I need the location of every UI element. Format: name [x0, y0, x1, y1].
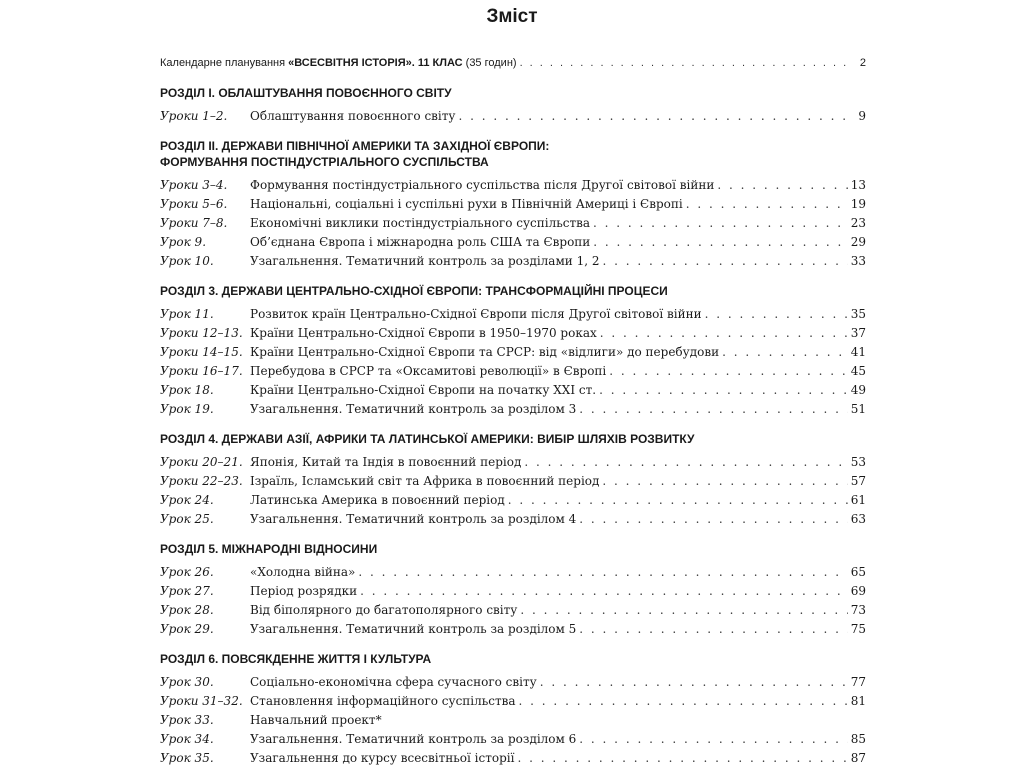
page-title: Зміст: [486, 6, 538, 27]
lesson-label: Уроки 3–4.: [160, 178, 228, 192]
lesson-title: Навчальний проект*: [250, 713, 382, 727]
page-number: 33: [850, 254, 866, 268]
page-number: 51: [850, 402, 866, 416]
toc-entry[interactable]: [160, 563, 866, 582]
dot-leader: [520, 54, 849, 73]
toc-section: [160, 138, 866, 271]
lesson-label: Урок 24.: [160, 493, 214, 507]
page-number: 75: [850, 622, 866, 636]
section-gap: [160, 639, 866, 651]
lesson-title: Узагальнення до курсу всесвітньої історії: [250, 751, 515, 765]
page-number: 35: [850, 307, 866, 321]
toc-section: [160, 85, 866, 126]
lesson-label: Уроки 7–8.: [160, 216, 228, 230]
lesson-label: Уроки 1–2.: [160, 109, 228, 123]
dot-leader: [609, 362, 847, 381]
section-heading[interactable]: ФОРМУВАННЯ ПОСТІНДУСТРІАЛЬНОГО СУСПІЛЬСТВА: [160, 155, 489, 169]
lesson-title: Узагальнення. Тематичний контроль за розділом 6: [250, 732, 577, 746]
dot-leader: [579, 730, 847, 749]
lesson-label: Урок 28.: [160, 603, 214, 617]
section-heading[interactable]: РОЗДІЛ ІІ. ДЕРЖАВИ ПІВНІЧНОЇ АМЕРИКИ ТА ЗАХІДНОЇ ЄВРОПИ:: [160, 139, 550, 153]
dot-leader: [603, 252, 848, 271]
toc-entry[interactable]: [160, 233, 866, 252]
lesson-title: Перебудова в СРСР та «Оксамитові революції» в Європі: [250, 364, 607, 378]
toc-entry[interactable]: [160, 749, 866, 768]
lesson-title: Латинська Америка в повоєнний період: [250, 493, 505, 507]
toc-section: [160, 431, 866, 529]
toc-entry[interactable]: [160, 711, 866, 730]
page-number: 81: [850, 694, 866, 708]
intro-prefix: Календарне планування: [160, 57, 289, 69]
toc-entry[interactable]: [160, 730, 866, 749]
dot-leader: [358, 563, 847, 582]
section-gap: [160, 126, 866, 138]
page-number: 87: [850, 751, 866, 765]
lesson-label: Уроки 14–15.: [160, 345, 243, 359]
page-number: 37: [850, 326, 866, 340]
section-heading[interactable]: РОЗДІЛ 6. ПОВСЯКДЕННЕ ЖИТТЯ І КУЛЬТУРА: [160, 652, 432, 666]
lesson-label: Уроки 16–17.: [160, 364, 243, 378]
page-number: 53: [850, 455, 866, 469]
page-number: 45: [850, 364, 866, 378]
dot-leader: [579, 510, 847, 529]
page-number: 29: [850, 235, 866, 249]
page-number: 41: [850, 345, 866, 359]
toc-section: [160, 651, 866, 768]
lesson-title: Узагальнення. Тематичний контроль за розділом 5: [250, 622, 577, 636]
dot-leader: [508, 491, 848, 510]
lesson-label: Урок 26.: [160, 565, 214, 579]
lesson-title: Національні, соціальні і суспільні рухи в Північній Америці і Європі: [250, 197, 683, 211]
lesson-title: Облаштування повоєнного світу: [250, 109, 456, 123]
lesson-title: «Холодна війна»: [250, 565, 356, 579]
lesson-label: Урок 19.: [160, 402, 214, 416]
toc-entry[interactable]: [160, 510, 866, 529]
lesson-title: Ізраїль, Ісламський світ та Африка в повоєнний період: [250, 474, 600, 488]
toc-entry[interactable]: [160, 472, 866, 491]
page-number: 57: [850, 474, 866, 488]
page-number: 19: [850, 197, 866, 211]
lesson-title: Формування постіндустріального суспільства після Другої світової війни: [250, 178, 715, 192]
lesson-title: Економічні виклики постіндустріального суспільства: [250, 216, 591, 230]
lesson-title: Узагальнення. Тематичний контроль за розділами 1, 2: [250, 254, 600, 268]
lesson-title: Соціально-економічна сфера сучасного світу: [250, 675, 537, 689]
lesson-title: Узагальнення. Тематичний контроль за розділом 3: [250, 402, 577, 416]
lesson-title: Японія, Китай та Індія в повоєнний період: [250, 455, 522, 469]
toc-entry[interactable]: [160, 692, 866, 711]
toc-entry[interactable]: [160, 324, 866, 343]
lesson-label: Урок 27.: [160, 584, 214, 598]
toc-entry[interactable]: [160, 252, 866, 271]
dot-leader: [722, 343, 848, 362]
toc-entry[interactable]: [160, 400, 866, 419]
dot-leader: [705, 305, 848, 324]
lesson-label: Урок 35.: [160, 751, 214, 765]
lesson-label: Уроки 5–6.: [160, 197, 228, 211]
lesson-label: Уроки 12–13.: [160, 326, 243, 340]
lesson-label: Урок 18.: [160, 383, 214, 397]
toc-entry[interactable]: [160, 305, 866, 324]
toc-entry[interactable]: [160, 107, 866, 126]
toc-entry[interactable]: [160, 491, 866, 510]
dot-leader: [579, 620, 847, 639]
dot-leader: [686, 195, 848, 214]
lesson-title: Країни Центрально-Східної Європи на початку XXI ст.: [250, 383, 597, 397]
intro-hours: (35 годин): [462, 57, 517, 69]
lesson-title: Становлення інформаційного суспільства: [250, 694, 516, 708]
lesson-label: Урок 25.: [160, 512, 214, 526]
section-heading[interactable]: РОЗДІЛ 3. ДЕРЖАВИ ЦЕНТРАЛЬНО-СХІДНОЇ ЄВРОПИ: ТРАНСФОРМАЦІЙНІ ПРОЦЕСИ: [160, 284, 668, 298]
dot-leader: [360, 582, 848, 601]
dot-leader: [524, 453, 847, 472]
section-gap: [160, 529, 866, 541]
toc-entry[interactable]: [160, 453, 866, 472]
dot-leader: [540, 673, 848, 692]
lesson-label: Уроки 31–32.: [160, 694, 243, 708]
sections-container: [160, 73, 866, 768]
page-number: 61: [850, 493, 866, 507]
page-number: 85: [850, 732, 866, 746]
toc-entry[interactable]: [160, 362, 866, 381]
toc-entry[interactable]: [160, 620, 866, 639]
toc-entry[interactable]: [160, 176, 866, 195]
page-number: 65: [850, 565, 866, 579]
dot-leader: [600, 324, 848, 343]
page-number: 49: [850, 383, 866, 397]
lesson-title: Період розрядки: [250, 584, 358, 598]
lesson-label: Урок 33.: [160, 713, 214, 727]
lesson-label: Уроки 22–23.: [160, 474, 243, 488]
toc-entry[interactable]: [160, 601, 866, 620]
lesson-label: Урок 9.: [160, 235, 207, 249]
section-gap: [160, 419, 866, 431]
lesson-title: Від біполярного до багатополярного світу: [250, 603, 518, 617]
page-number: 63: [850, 512, 866, 526]
lesson-label: Урок 11.: [160, 307, 214, 321]
dot-leader: [717, 176, 847, 195]
section-heading[interactable]: РОЗДІЛ 4. ДЕРЖАВИ АЗІЇ, АФРИКИ ТА ЛАТИНСЬКОЇ АМЕРИКИ: ВИБІР ШЛЯХІВ РОЗВИТКУ: [160, 432, 695, 446]
intro-entry[interactable]: [160, 54, 866, 73]
dot-leader: [519, 692, 848, 711]
lesson-label: Урок 29.: [160, 622, 214, 636]
section-heading[interactable]: РОЗДІЛ 5. МІЖНАРОДНІ ВІДНОСИНИ: [160, 542, 378, 556]
page-number: 2: [859, 57, 866, 69]
toc-entry[interactable]: [160, 214, 866, 233]
dot-leader: [517, 749, 847, 768]
lesson-label: Урок 10.: [160, 254, 214, 268]
page-number: 13: [850, 178, 866, 192]
intro-course: «ВСЕСВІТНЯ ІСТОРІЯ». 11 КЛАС: [288, 57, 463, 69]
lesson-title: Узагальнення. Тематичний контроль за розділом 4: [250, 512, 577, 526]
lesson-label: Уроки 20–21.: [160, 455, 243, 469]
intro-text: [160, 54, 517, 73]
lesson-title: Розвиток країн Центрально-Східної Європи після Другої світової війни: [250, 307, 702, 321]
toc-entry[interactable]: [160, 381, 866, 400]
dot-leader: [593, 214, 848, 233]
toc-section: [160, 283, 866, 419]
table-of-contents: [160, 54, 866, 768]
page-number: 9: [858, 109, 866, 123]
lesson-title: Об’єднана Європа і міжнародна роль США та Європи: [250, 235, 591, 249]
lesson-label: Урок 30.: [160, 675, 214, 689]
section-gap: [160, 271, 866, 283]
dot-leader: [599, 381, 848, 400]
page-number: 23: [850, 216, 866, 230]
toc-entry[interactable]: [160, 343, 866, 362]
dot-leader: [579, 400, 847, 419]
section-heading[interactable]: РОЗДІЛ І. ОБЛАШТУВАННЯ ПОВОЄННОГО СВІТУ: [160, 86, 452, 100]
section-gap: [160, 73, 866, 85]
toc-entry[interactable]: [160, 673, 866, 692]
toc-section: [160, 541, 866, 639]
dot-leader: [520, 601, 847, 620]
lesson-title: Країни Центрально-Східної Європи та СРСР: від «відлиги» до перебудови: [250, 345, 720, 359]
lesson-label: Урок 34.: [160, 732, 214, 746]
page-number: 73: [850, 603, 866, 617]
dot-leader: [602, 472, 847, 491]
lesson-title: Країни Центрально-Східної Європи в 1950–1970 роках: [250, 326, 597, 340]
page-number: 77: [850, 675, 866, 689]
page-number: 69: [850, 584, 866, 598]
toc-entry[interactable]: [160, 195, 866, 214]
dot-leader: [593, 233, 847, 252]
toc-entry[interactable]: [160, 582, 866, 601]
dot-leader: [458, 107, 849, 126]
